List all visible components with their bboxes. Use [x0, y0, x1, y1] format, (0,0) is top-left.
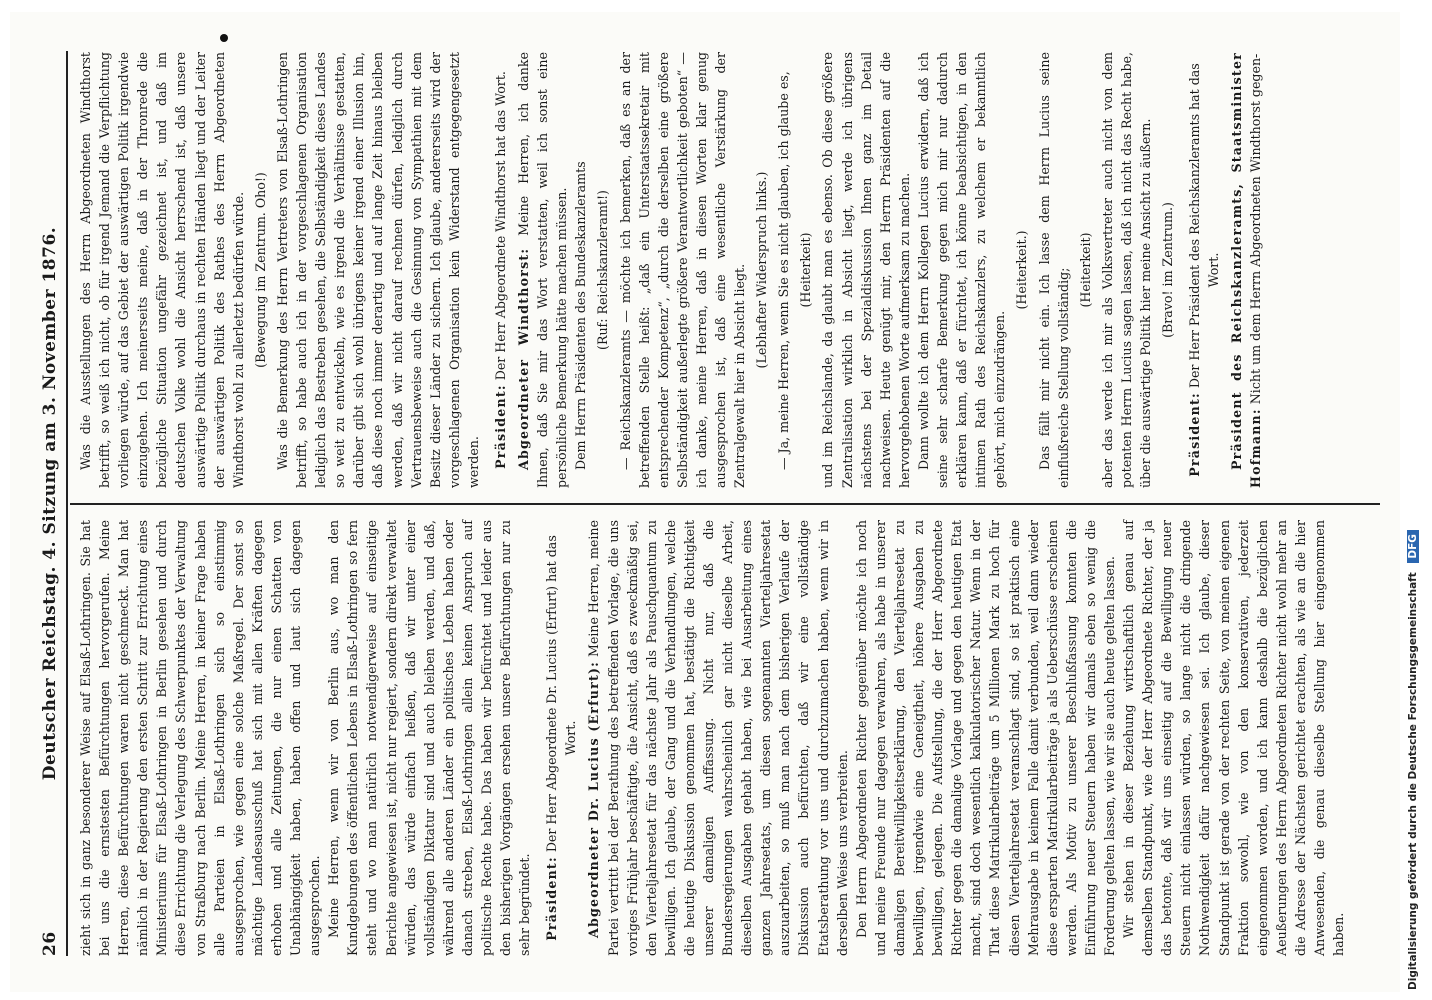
speaker-name: Abgeordneter Windthorst: — [516, 247, 532, 470]
speaker-line — [1185, 52, 1223, 488]
reaction-note: (Heiterkeit) — [1077, 232, 1093, 308]
scanned-page — [10, 12, 1400, 992]
paragraph: — Reichskanzleramts — möchte ich bemerken, daß es an der betreffenden Stelle heißt: „daß ein Unterstaatssekretair mit entsprechender Kompetenz“, „durch die derselben eine größere Selbständigkeit außerlegte größere Verantwortlichkeit geboten“ — ich danke, meine Herren, daß in diesen Worten klar genug ausgesprochen ist, daß eine wesentliche Verstärkung der Zentralgewalt hier in Absicht liegt. — [617, 52, 748, 488]
paragraph — [514, 52, 571, 488]
reaction-note: (Bravo! im Zentrum.) — [1160, 202, 1176, 338]
speaker-name: Abgeordneter Dr. Lucius (Erfurt): — [586, 661, 602, 938]
dfg-logo: DFG — [1407, 530, 1419, 563]
digitization-credit — [1407, 530, 1419, 990]
speaker-name: Präsident des Reichskanzleramts, Staatsminister Hofmann: — [1229, 52, 1264, 488]
reaction-note: (Heiterkeit) — [798, 232, 814, 308]
paragraph: Was die Bemerkung des Herrn Vertreters von Elsaß-Lothringen betrifft, so habe auch ich in der vorgeschlagenen Organisation lediglich das Bestreben gesehen, die Selbständigkeit dieses Landes so weit zu entwickeln, wie es irgend die Verhältnisse gestatten, darüber gibt sich wohl übrigens keiner irgend einer Illusion hin, daß diese noch immer derartig und auf lange Zeit hinaus bleiben werden, daß wir nicht darauf rechnen dürfen, lediglich durch Vertrauensbeweise auch die Gesinnung von Sympathien mit dem Besitz dieser Länder zu sichern. Ich glaube, andererseits wird der vorgeschlagenen Organisation kein Widerstand entgegengesetzt werden. — [274, 52, 481, 488]
right-column — [76, 52, 1266, 488]
page-title: Deutscher Reichstag. 4. Sitzung am 3. November 1876. — [40, 226, 60, 781]
speaker-text: Der Herr Abgeordnete Windthorst hat das Wort. — [492, 71, 508, 381]
speaker-line — [542, 520, 580, 956]
speaker-text: Der Herr Präsident des Reichskanzleramts hat das Wort. — [1187, 63, 1222, 389]
paragraph: und im Reichslande, da glaubt man es ebenso. Ob diese größere Zentralisation wirklich in Absicht liegt, werde ich übrigens nächstens bei der Spezialdiskussion Ihnen ganz im Detail nachweisen. Heute genügt mir, den Herrn Präsidenten auf die hervorgehobenen Worte aufmerksam zu machen. — [820, 52, 912, 488]
column-divider — [70, 503, 1380, 505]
paragraph: Dann wollte ich dem Herrn Kollegen Lucius erwidern, daß ich seine sehr scharfe Bemerkung gegen mich mir nur dadurch erklären kann, daß er fürchtet, ich könne beabsichtigen, in den intimen Rath des Reichskanzlers, zu welchem er bekanntlich gehört, mich einzudrängen. — [915, 52, 1008, 488]
speaker-line — [491, 52, 510, 488]
paragraph: Dem Herrn Präsidenten des Bundeskanzleramts — [573, 161, 589, 470]
ink-spot — [220, 34, 228, 42]
paragraph: zieht sich in ganz besonderer Weise auf Elsaß-Lothringen. Sie hat bei uns die ernstesten Befürchtungen hervorgerufen. Meine Herren, diese Befürchtungen waren nicht geschmeckt. Man hat nämlich in der Regierung den ersten Schritt zur Errichtung eines Ministeriums für Elsaß-Lothringen in Berlin gesehen und durch diese Errichtung die Verlegung des Schwerpunktes der Verwaltung von Straßburg nach Berlin. Meine Herren, in keiner Frage haben alle Parteien in Elsaß-Lothringen sich so einstimmig ausgesprochen, wie gegen eine solche Maßregel. Der sonst so mächtige Landesausschuß hat sich mit allen Kräften dagegen erhoben und alle Zeitungen, die nur einen Schatten von Unabhängigkeit haben, haben offen und laut sich dagegen ausgesprochen. — [78, 520, 323, 956]
speech-text: Nicht um dem Herrn Abgeordneten Windthorst gegen- — [1248, 53, 1264, 405]
page-number: 26 — [40, 931, 60, 956]
paragraph: Was die Ausstellungen des Herrn Abgeordneten Windthorst betrifft, so weiß ich nicht, ob für irgend Jemand die Verpflichtung vorliegen würde, auf das Gebiet der auswärtigen Politik irgendwie einzugehen. Ich meinerseits meine, daß in der Thronrede die bezügliche Situation ungefähr gezeichnet ist, und daß im deutschen Volke wohl die Ansicht herrschend ist, daß unsere auswärtige Politik durchaus in rechten Händen liegt und der Leiter der auswärtigen Politik des Rathes des Herrn Abgeordneten Windthorst wohl zu allerletzt bedürfen würde. — [78, 52, 246, 488]
paragraph — [584, 520, 851, 956]
speech-text: Meine Herren, ich danke Ihnen, daß Sie mir das Wort verstatten, weil ich sonst eine persönliche Bemerkung hätte machen müssen. — [516, 52, 570, 488]
paragraph: Meine Herren, wenn wir von Berlin aus, wo man den Kundgebungen des öffentlichen Lebens in Elsaß-Lothringen so fern steht und wo man natürlich notwendigerweise auf einseitige Berichte angewiesen ist, nicht nur regiert, sondern direkt verwaltet würden, das würde einfach heißen, daß wir unter einer vollständigen Diktatur sind und auch bleiben werden, und daß, während alle anderen Länder ein politisches Leben haben oder danach streben, Elsaß-Lothringen allein keinen Anspruch auf politische Rechte habe. Das haben wir befürchtet und leider aus den bisherigen Vorgängen ersehen unsere Befürchtungen nur zu sehr begründet. — [326, 520, 533, 956]
reaction-note: (Heiterkeit.) — [1014, 230, 1030, 310]
speaker-name: Präsident: — [1187, 392, 1203, 477]
speaker-text: Der Herr Abgeordnete Dr. Lucius (Erfurt) hat das Wort. — [544, 535, 579, 853]
speaker-name: Präsident: — [492, 384, 508, 469]
paragraph: Das fällt mir nicht ein. Ich lasse dem Herrn Lucius seine einflußreiche Stellung vollständig; — [1036, 52, 1071, 488]
paragraph: Wir stehen in dieser Beziehung wirtschaftlich genau auf demselben Standpunkt, wie der Herr Abgeordnete Richter, der ja das betonte, daß wir uns einseitig auf die Bewilligung neuer Steuern nicht einlassen würden, so lange nicht die dringende Nothwendigkeit dafür nachgewiesen sei. Ich glaube, dieser Standpunkt ist gerade von der rechten Seite, von meinen eigenen Fraktion sowohl, wie von den konservativen, jederzeit eingenommen worden, und ich kann deshalb die bezüglichen Aeußerungen des Herrn Abgeordneten Richter nicht wohl mehr an die Adresse der Nächsten gerichtet erachten, als wie an die hier Anwesenden, die genau dieselbe Stellung hier eingenommen haben. — [1121, 520, 1347, 956]
paragraph — [1227, 52, 1265, 488]
reaction-note: (Ruf: Reichskanzleramt!) — [595, 190, 611, 350]
paragraph: Den Herrn Abgeordneten Richter gegenüber möchte ich noch und meine Freunde nur dagegen verwahren, als habe in unserer damaligen Bereitwilligkeitserklärung, den Vierteljahresetat zu bewilligen, irgendwie eine Geneigtheit, höhere Ausgaben zu bewilligen, gelegen. Die Aufstellung, die der Herr Abgeordnete Richter gegen die damalige Vorlage und gegen den heutigen Etat macht, sind doch wesentlich kalkulatorischer Natur. Wenn in der That diese Matrikularbeiträge um 5 Millionen Mark zu hoch für diesen Vierteljahresetat veranschlagt sind, so ist praktisch eine Mehrausgabe in keinem Falle damit verbunden, weil dann wieder diese ersparten Matrikularbeiträge ja als Ueberschüsse erscheinen werden. Als Motiv zu unserer Beschlußfassung konnten die Einführung neuer Steuern haben wir damals eben so wenig die Forderung gelten lassen, wie wir sie auch heute gelten lassen. — [853, 520, 1117, 956]
reaction-note: (Lebhafter Widerspruch links.) — [754, 171, 770, 369]
left-column — [76, 520, 1348, 956]
credit-text: Digitalisierung gefördert durch die Deutsche Forschungsgemeinschaft — [1407, 572, 1419, 990]
page-header — [36, 51, 68, 956]
speaker-name: Präsident: — [544, 856, 560, 941]
paragraph: — Ja, meine Herren, wenn Sie es nicht glauben, ich glaube es, — [776, 71, 792, 470]
paragraph: aber das werde ich mir als Volksvertreter auch nicht von dem potenten Herrn Lucius sagen lassen, daß ich nicht das Recht habe, über die auswärtige Politik hier meine Ansicht zu äußern. — [1099, 52, 1153, 488]
speech-text: Meine Herren, meine Partei vertritt bei der Berathung des betreffenden Vorlage, die uns voriges Frühjahr beschäftigte, die Ansicht, daß es zweckmäßig sei, den Vierteljahresetat für das nächste Jahr als Pauschquantum zu bewilligen. Ich glaube, der Gang und die Verhandlungen, welche die heutige Diskussion genommen hat, bestätigt die Richtigkeit unserer damaligen Auffassung. Nicht nur, daß die Bundesregierungen wahrscheinlich gar nicht dieselbe Arbeit, dieselben Ausgaben gehabt haben, wie bei Ausarbeitung eines ganzen Jahresetats, um diesen sogenannten Vierteljahresetat auszuarbeiten, so muß man nach dem bisherigen Verlaufe der Diskussion auch befürchten, daß wir eine vollständige Etatsberathung vor uns und durchzumachen haben, wenn wir in derselben Weise uns verbreiten. — [586, 520, 850, 956]
reaction-note: (Bewegung im Zentrum. Oho!) — [252, 172, 268, 368]
